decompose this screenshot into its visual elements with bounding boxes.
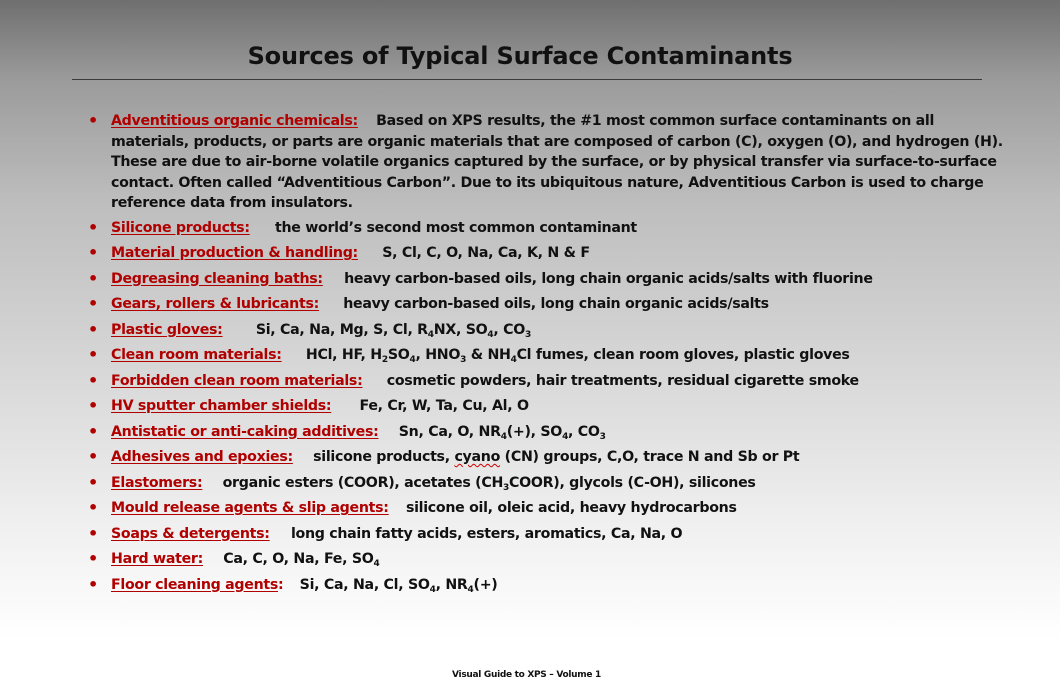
list-item [88,549,1008,570]
list-item [88,422,1008,443]
item-description [256,322,531,338]
spellcheck-word: cyano [454,449,501,465]
desc-text: (CN) groups, C,O, trace N and Sb or Pt [500,449,800,465]
subscript: 4 [467,584,474,595]
subscript: 3 [460,355,467,365]
subscript: 4 [487,329,494,340]
category-label: Hard water: [111,551,203,567]
list-item [88,524,1008,545]
list-item [88,294,1008,315]
category-label: Plastic gloves: [111,321,223,338]
item-description [223,475,756,491]
category-label: Adventitious organic chemicals: [111,113,358,129]
item-description: Based on XPS results, the #1 most common surface contaminants on all materials, products, or parts are organic materials that are composed of carbon (C), oxygen (O), and hydrogen (H). These are due to air-borne volatile organics captured by the surface, or by physical transfer via surface-to-surface contact. Often called “Adventitious Carbon”. Due to its ubiquitous nature, Adventitious Carbon is used to charge reference data from insulators. [111,113,1003,211]
list-item [88,447,1008,468]
desc-text: , NR [435,576,468,593]
bullet-icon: • [88,319,98,339]
subscript: 4 [562,431,569,442]
subscript: 4 [510,355,517,365]
category-colon: : [278,576,284,593]
bullet-icon: • [88,472,98,492]
bullet-icon: • [88,345,98,364]
subscript: 4 [427,329,434,340]
subscript: 4 [500,431,507,442]
slide-title: Sources of Typical Surface Contaminants [247,42,793,70]
desc-text: Ca, C, O, Na, Fe, SO [223,551,374,567]
desc-text: HCl, HF, H [305,347,382,363]
subscript: 4 [409,355,416,365]
subscript: 4 [429,584,436,595]
category-label: Gears, rollers & lubricants: [111,296,319,312]
category-label: Soaps & detergents: [111,525,270,542]
bullet-icon: • [88,574,98,594]
bullet-icon: • [88,217,98,237]
bullet-icon: • [88,498,98,517]
category-label: HV sputter chamber shields: [111,398,332,414]
list-item [88,111,1008,214]
list-item [88,345,1008,366]
list-item [88,371,1008,392]
item-description: cosmetic powders, hair treatments, residual cigarette smoke [386,372,859,389]
subscript: 3 [524,329,531,340]
desc-text: , CO [568,423,600,440]
desc-text: silicone products, [313,449,455,465]
item-description [300,577,498,593]
list-item [88,243,1008,264]
desc-text: COOR), glycols (C-OH), silicones [509,474,756,491]
desc-text: & NH [466,347,511,363]
bullet-icon: • [88,294,98,313]
list-item [88,320,1008,341]
desc-text: (+), SO [506,423,563,440]
item-description: heavy carbon-based oils, long chain organic acids/salts [343,296,769,312]
category-label: Material production & handling: [111,245,358,261]
subscript: 2 [381,355,388,365]
subscript: 3 [503,482,509,493]
subscript: 3 [599,431,606,442]
item-description: Fe, Cr, W, Ta, Cu, Al, O [359,398,529,414]
list-item [88,269,1008,290]
desc-text: Si, Ca, Na, Cl, SO [299,576,430,593]
desc-text: , HNO [415,347,461,363]
category-label: Adhesives and epoxies: [111,449,293,465]
bullet-icon: • [88,421,98,441]
category-label [111,577,283,593]
category-label: Antistatic or anti-caking additives: [111,423,379,440]
desc-text: Sn, Ca, O, NR [398,423,501,440]
contaminant-list [88,111,1008,600]
subscript: 4 [373,559,380,569]
slide-footer: Visual Guide to XPS – Volume 1 [452,670,601,680]
desc-text: NX, SO [433,321,488,338]
category-label: Clean room materials: [111,347,282,363]
item-description: silicone oil, oleic acid, heavy hydrocarbons [405,500,737,516]
bullet-icon: • [88,243,98,262]
list-item [88,218,1008,239]
desc-text: organic esters (COOR), acetates (CH [222,474,504,491]
bullet-icon: • [88,370,98,390]
category-text: Floor cleaning agents [111,576,278,593]
item-description: heavy carbon-based oils, long chain organic acids/salts with fluorine [344,270,873,287]
bullet-icon: • [88,268,98,288]
item-description [306,347,850,363]
category-label: Degreasing cleaning baths: [111,270,323,287]
category-label: Forbidden clean room materials: [111,372,363,389]
item-description [313,449,799,465]
category-label: Silicone products: [111,219,250,236]
item-description [399,424,606,440]
bullet-icon: • [88,396,98,415]
bullet-icon: • [88,447,98,466]
desc-text: (+) [473,576,498,593]
bullet-icon: • [88,111,98,130]
list-item [88,498,1008,519]
desc-text: Si, Ca, Na, Mg, S, Cl, R [255,321,428,338]
list-item [88,575,1008,596]
desc-text: SO [387,347,410,363]
item-description [223,551,379,567]
bullet-icon: • [88,523,98,543]
list-item [88,396,1008,417]
item-description: long chain fatty acids, esters, aromatics, Ca, Na, O [290,525,683,542]
desc-text: , CO [493,321,525,338]
category-label: Elastomers: [111,474,203,491]
list-item [88,473,1008,494]
category-label: Mould release agents & slip agents: [111,500,389,516]
item-description: the world’s second most common contaminant [274,219,637,236]
title-rule [72,79,982,80]
item-description: S, Cl, C, O, Na, Ca, K, N & F [382,245,590,261]
bullet-icon: • [88,549,98,568]
desc-text: Cl fumes, clean room gloves, plastic gloves [516,347,850,363]
